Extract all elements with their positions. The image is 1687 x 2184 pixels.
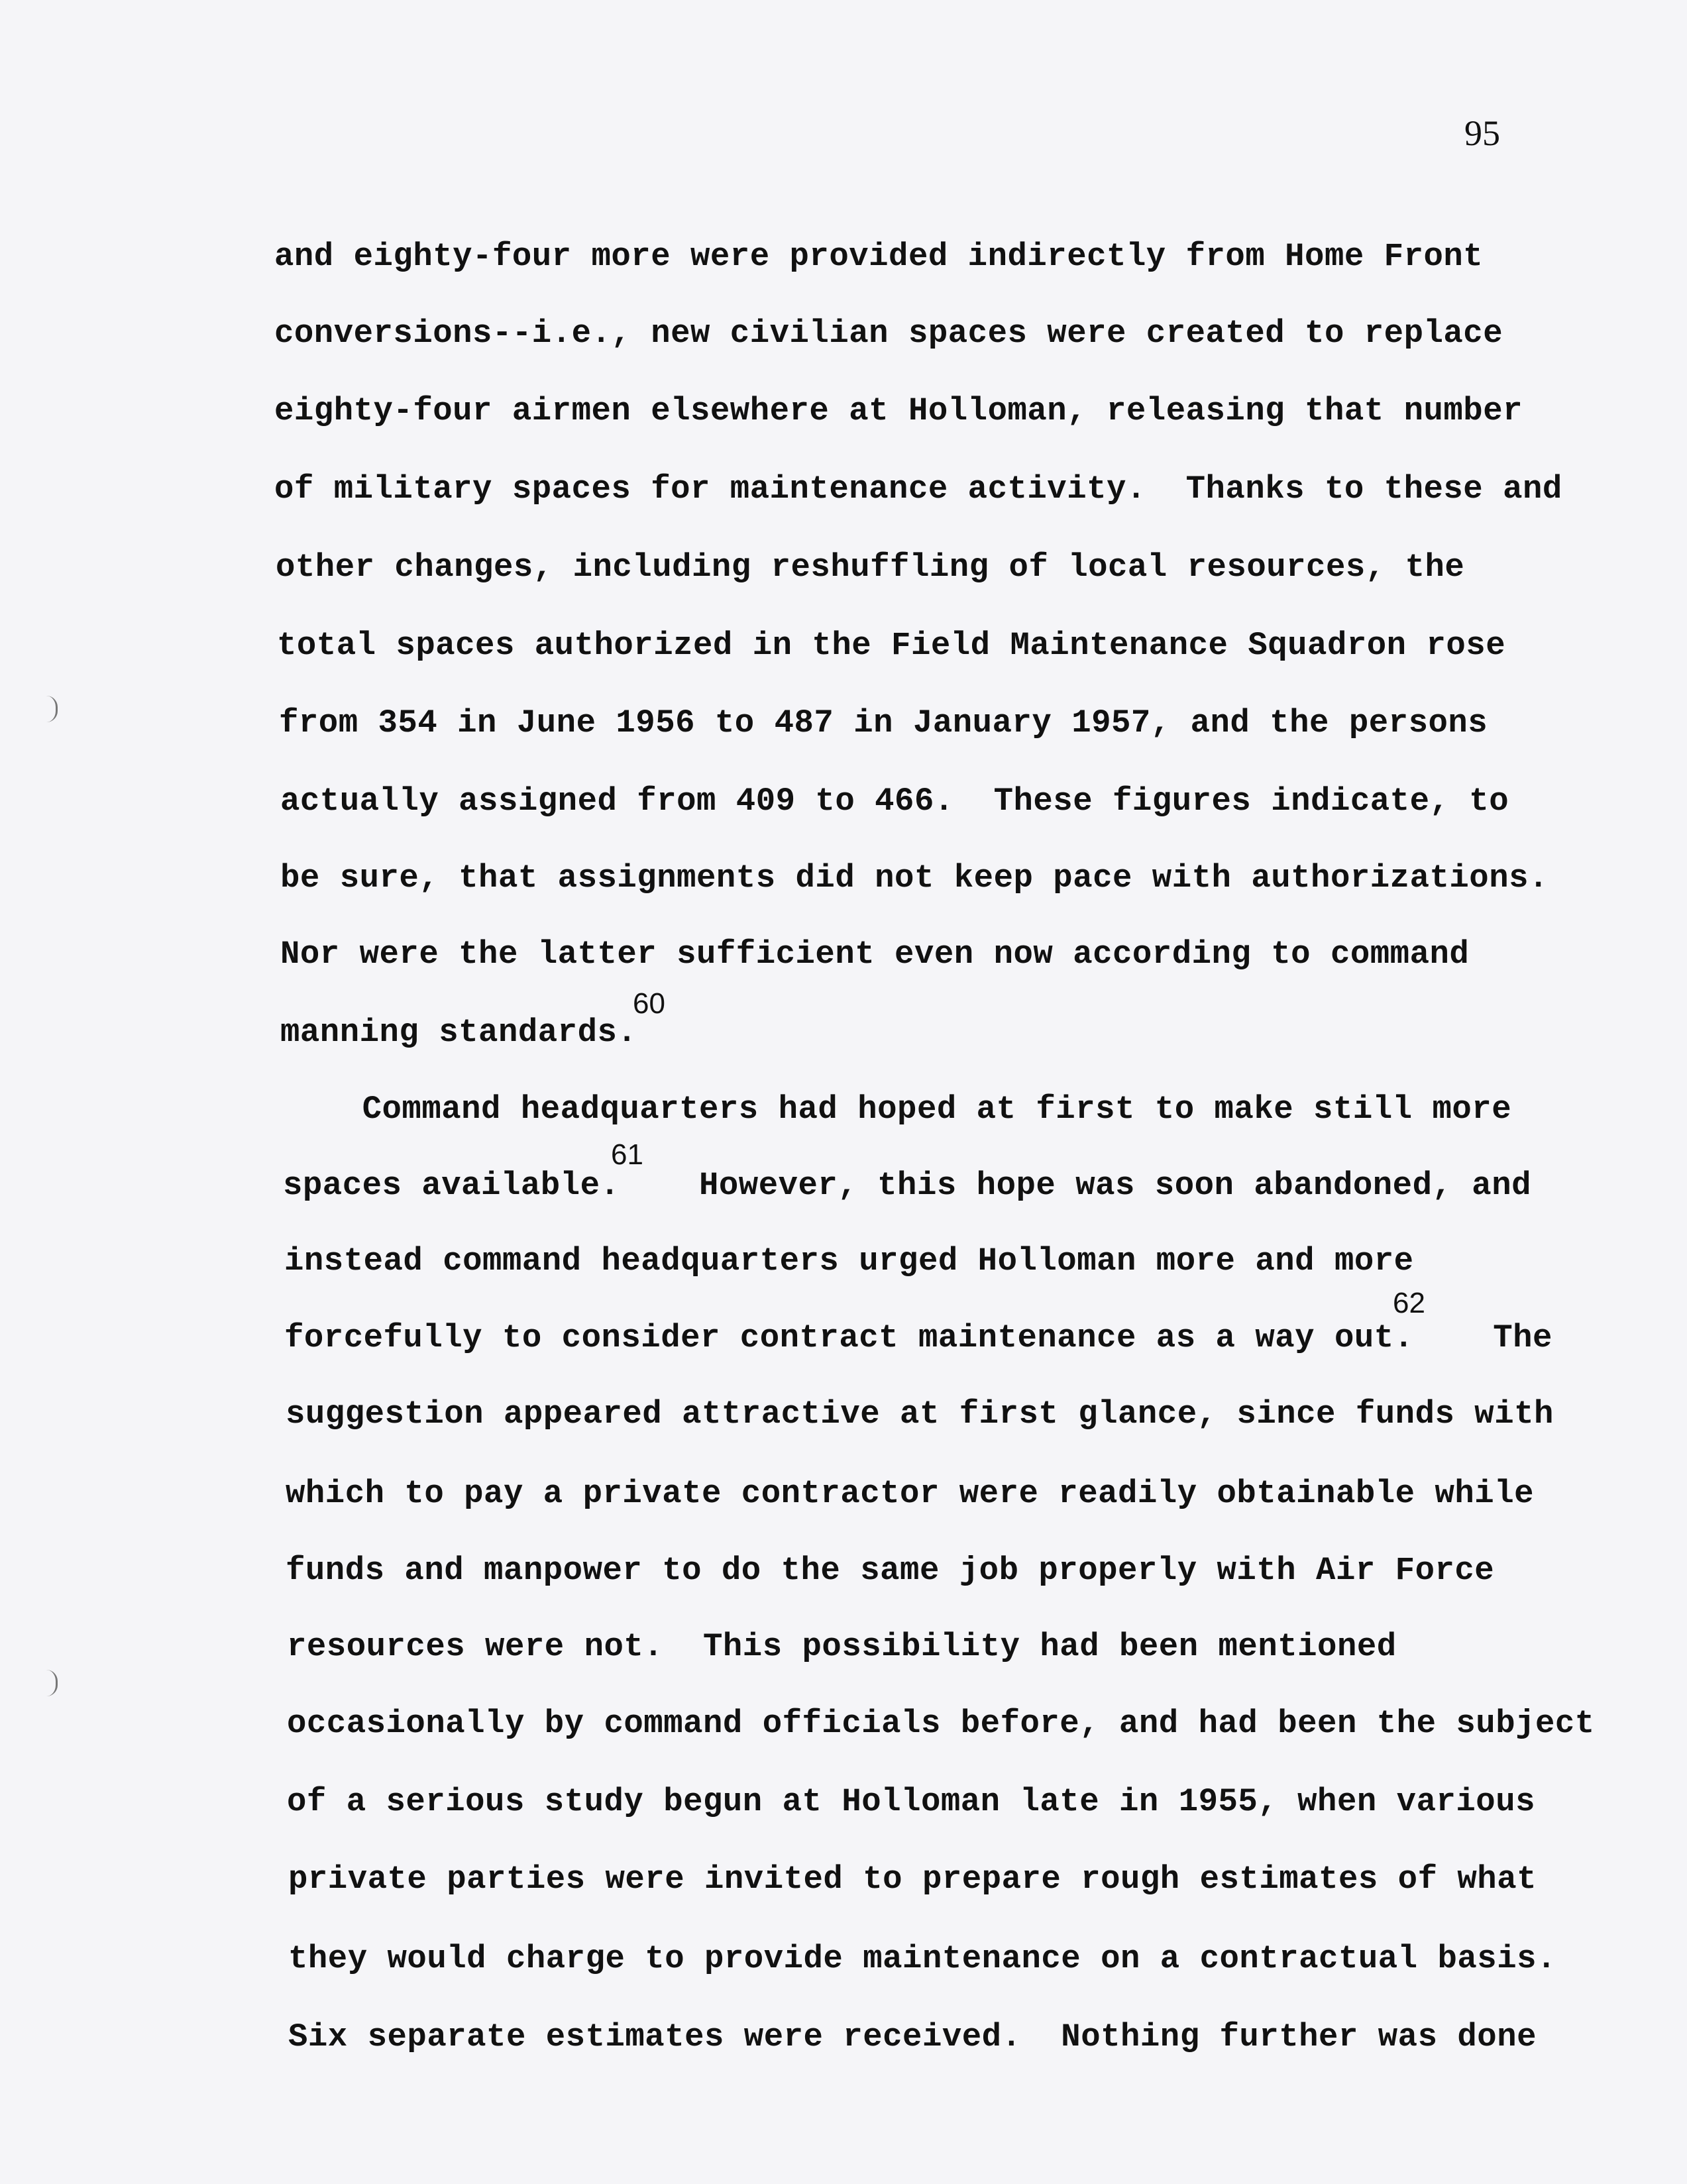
text-line: eighty-four airmen elsewhere at Holloman, releasing that number — [274, 392, 1523, 429]
text-line: which to pay a private contractor were readily obtainable while — [286, 1475, 1535, 1512]
text-line: they would charge to provide maintenance on a contractual basis. — [288, 1940, 1556, 1977]
text-line: total spaces authorized in the Field Maintenance Squadron rose — [277, 627, 1506, 664]
text-line: conversions--i.e., new civilian spaces were created to replace — [274, 315, 1503, 352]
footnote-ref-62: 62 — [1393, 1287, 1425, 1319]
text-line: Nor were the latter sufficient even now according to command — [280, 936, 1470, 973]
text-line: Command headquarters had hoped at first to make still more — [283, 1091, 1512, 1128]
text-line: occasionally by command officials before, and had been the subject — [287, 1705, 1595, 1742]
text-line: resources were not. This possibility had been mentioned — [287, 1628, 1397, 1665]
text-line: of a serious study begun at Holloman late in 1955, when various — [287, 1783, 1536, 1820]
footnote-ref-61: 61 — [611, 1138, 643, 1171]
text-line: be sure, that assignments did not keep pace with authorizations. — [280, 859, 1549, 897]
text-line: forcefully to consider contract maintenance as a way out. The — [284, 1319, 1552, 1356]
punch-hole-mark — [46, 696, 58, 722]
text-line: and eighty-four more were provided indirectly from Home Front — [274, 238, 1484, 275]
text-line: spaces available. However, this hope was soon abandoned, and — [283, 1167, 1532, 1204]
text-line: manning standards. — [280, 1014, 637, 1051]
footnote-ref-60: 60 — [633, 987, 665, 1020]
text-line: instead command headquarters urged Holloman more and more — [284, 1242, 1414, 1280]
text-line: Six separate estimates were received. Nothing further was done — [288, 2018, 1537, 2055]
text-line: other changes, including reshuffling of local resources, the — [276, 549, 1465, 586]
text-line: of military spaces for maintenance activity. Thanks to these and — [274, 470, 1562, 508]
page-number: 95 — [1464, 113, 1500, 153]
text-line: private parties were invited to prepare rough estimates of what — [288, 1861, 1537, 1898]
punch-hole-mark — [46, 1670, 58, 1696]
text-line: actually assigned from 409 to 466. These figures indicate, to — [280, 783, 1509, 820]
text-line: suggestion appeared attractive at first glance, since funds with — [286, 1395, 1554, 1433]
text-line: from 354 in June 1956 to 487 in January 1957, and the persons — [279, 704, 1488, 741]
text-line: funds and manpower to do the same job properly with Air Force — [286, 1552, 1495, 1589]
